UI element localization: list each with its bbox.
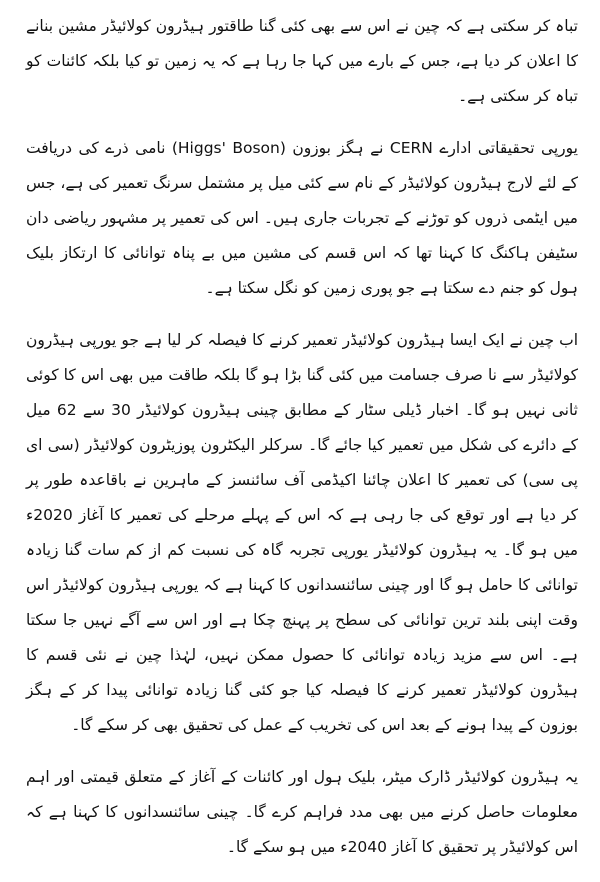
paragraph-2: یورپی تحقیقاتی ادارے CERN نے ہگز بوزون (Higgs' Boson) نامی ذرے کی دریافت کے لئے لارج ہیڈرون کولائیڈر کے نام سے کئی میل پر مشتمل سرنگ تعمیر کی ہے، جس میں ایٹمی ذروں کو توڑنے کے تجربات جاری ہیں۔ اس کی تعمیر پر مشہور ریاضی دان سٹیفن ہاکنگ کا کہنا تھا کہ اس قسم کی مشین میں بے پناہ توانائی کا ارتکاز بلیک ہول کو جنم دے سکتا ہے جو پوری زمین کو نگل سکتا ہے۔ bbox=[26, 139, 578, 297]
paragraph-4: یہ ہیڈرون کولائیڈر ڈارک میٹر، بلیک ہول اور کائنات کے آغاز کے متعلق قیمتی اور اہم معلومات حاصل کرنے میں بھی مدد فراہم کرے گا۔ چینی سائنسدانوں کا کہنا ہے کہ اس کولائیڈر پر تحقیق کا آغاز 2040ء میں ہو سکے گا۔ bbox=[26, 768, 578, 856]
article-body bbox=[26, 0, 578, 882]
paragraph-3: اب چین نے ایک ایسا ہیڈرون کولائیڈر تعمیر کرنے کا فیصلہ کر لیا ہے جو یورپی ہیڈرون کولائیڈر سے نا صرف جسامت میں کئی گنا بڑا ہو گا بلکہ طاقت میں بھی اس کا کوئی ثانی نہیں ہو گا۔ اخبار ڈیلی سٹار کے مطابق چینی ہیڈرون کولائیڈر 30 سے 62 میل کے دائرے کی شکل میں تعمیر کیا جائے گا۔ سرکلر الیکٹرون پوزیٹرون کولائیڈر (سی ای پی سی) کی تعمیر کا اعلان چائنا اکیڈمی آف سائنسز کے ماہرین نے باقاعدہ طور پر کر دیا ہے اور توقع کی جا رہی ہے کہ اس کے پہلے مرحلے کی تعمیر کا آغاز 2020ء میں ہو گا۔ یہ ہیڈرون کولائیڈر یورپی تجربہ گاہ کی نسبت کم از کم سات گنا زیادہ توانائی کا حامل ہو گا اور چینی سائنسدانوں کا کہنا ہے کہ یورپی ہیڈرون کولائیڈر اس وقت اپنی بلند ترین توانائی کی سطح پر پہنچ چکا ہے اور اس سے آگے نہیں جا سکتا ہے۔ اس سے مزید زیادہ توانائی کا حصول ممکن نہیں، لہٰذا چین نے نئی قسم کا ہیڈرون کولائیڈر تعمیر کرنے کا فیصلہ کیا جو کئی گنا زیادہ توانائی پیدا کر کے ہگز بوزون کے پیدا ہونے کے بعد اس کی تخریب کے عمل کی تحقیق بھی کر سکے گا۔ bbox=[26, 331, 578, 734]
paragraph-1: تباہ کر سکتی ہے کہ چین نے اس سے بھی کئی گنا طاقتور ہیڈرون کولائیڈر مشین بنانے کا اعلان کر دیا ہے، جس کے بارے میں کہا جا رہا ہے کہ یہ زمین تو کیا بلکہ کائنات کو تباہ کر سکتی ہے۔ bbox=[26, 17, 578, 105]
